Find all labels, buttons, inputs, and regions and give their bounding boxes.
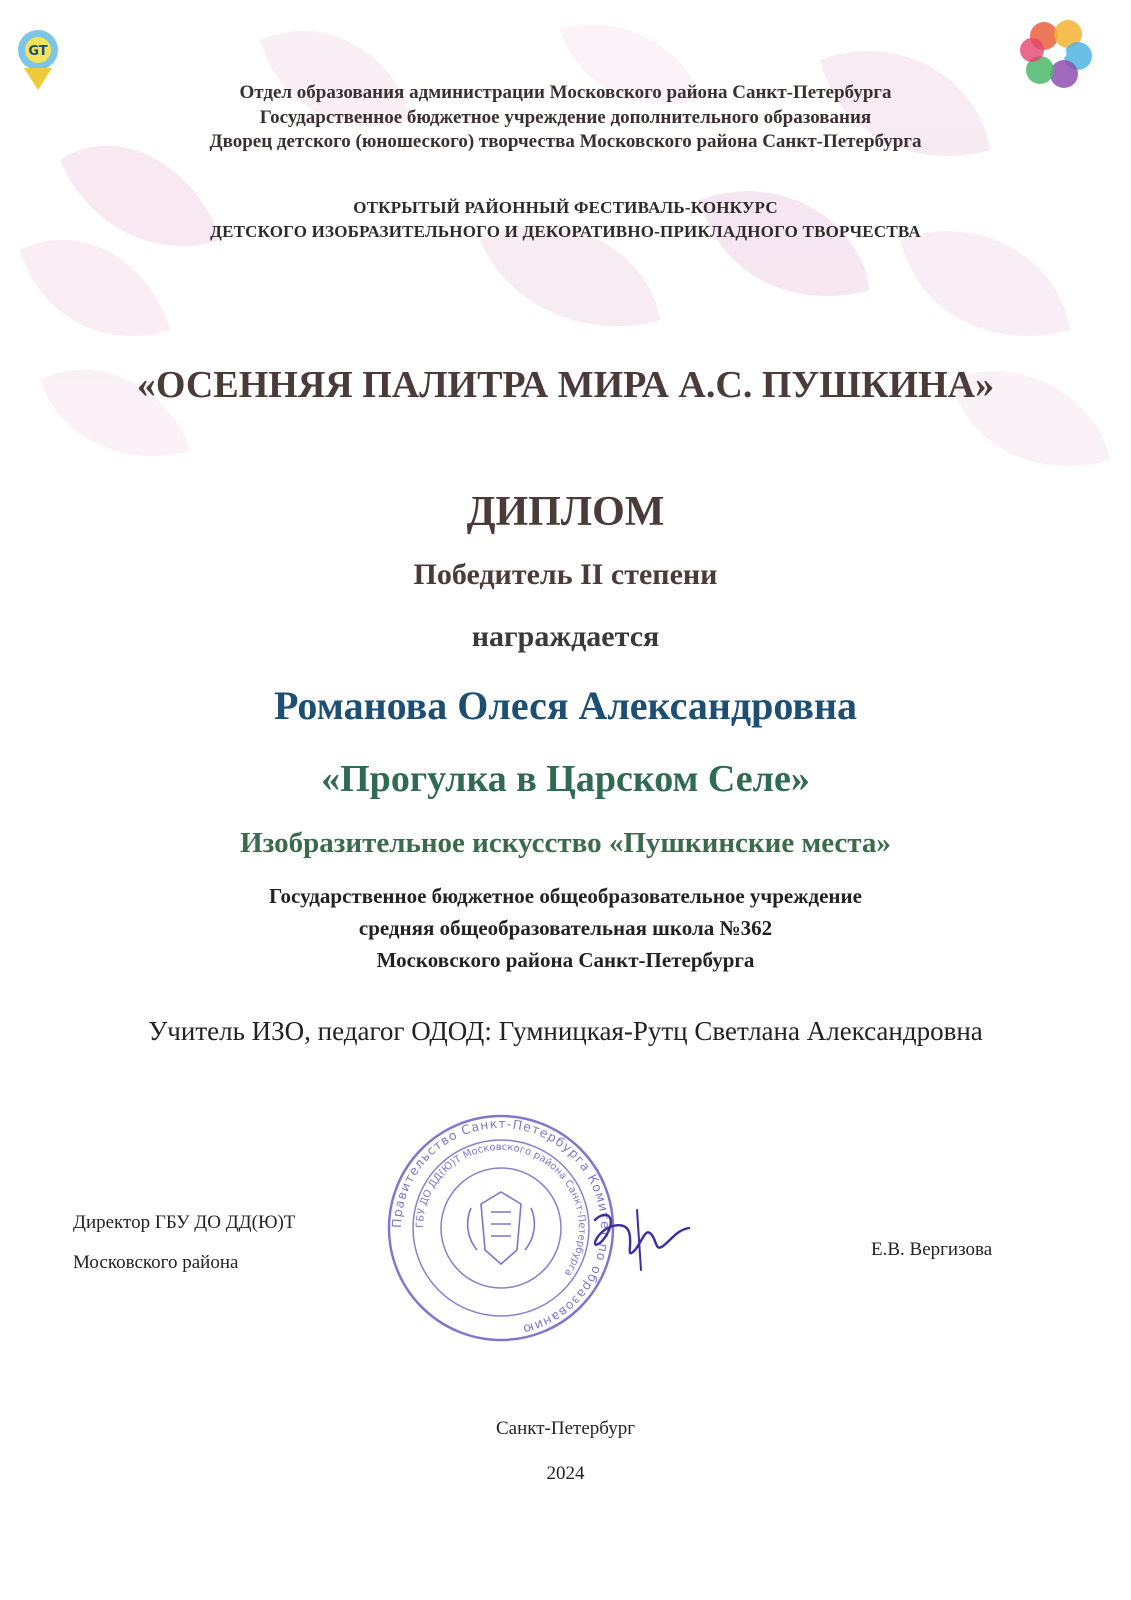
autumn-leaves-background [0, 0, 1131, 520]
degree-label: Победитель II степени [413, 558, 718, 591]
director-signature [585, 1190, 695, 1280]
category-label: Изобразительное искусство «Пушкинские места» [240, 827, 891, 859]
director-name: Е.В. Вергизова [871, 1239, 993, 1260]
anniversary-logo [1018, 14, 1096, 92]
org-line-1: Отдел образования администрации Московского района Санкт-Петербурга [239, 82, 892, 103]
artwork-title: «Прогулка в Царском Селе» [321, 758, 810, 800]
recipient-name: Романова Олеся Александровна [273, 683, 858, 728]
director-position-line-2: Московского района [73, 1252, 239, 1273]
diploma-title: ДИПЛОМ [466, 489, 665, 535]
contest-title: «ОСЕННЯЯ ПАЛИТРА МИРА А.С. ПУШКИНА» [136, 364, 995, 406]
school-line-1: Государственное бюджетное общеобразовательное учреждение [269, 884, 862, 908]
festival-line-2: ДЕТСКОГО ИЗОБРАЗИТЕЛЬНОГО И ДЕКОРАТИВНО-ПРИКЛАДНОГО ТВОРЧЕСТВА [210, 222, 921, 241]
awarded-label: награждается [471, 620, 660, 653]
svg-text:GT: GT [28, 44, 48, 59]
svg-text:Правительство Санкт-Петербурга: Правительство Санкт-Петербурга Комитет по образованию [388, 1115, 614, 1338]
year-label: 2024 [546, 1463, 585, 1484]
svg-text:ГБУ ДО ДД(Ю)Т Московского райо: ГБУ ДО ДД(Ю)Т Московского района Санкт-Петербурга [414, 1141, 588, 1279]
school-line-3: Московского района Санкт-Петербурга [376, 948, 755, 972]
school-line-2: средняя общеобразовательная школа №362 [358, 916, 773, 940]
svg-text:30: 30 [1048, 47, 1068, 62]
festival-line-1: ОТКРЫТЫЙ РАЙОННЫЙ ФЕСТИВАЛЬ-КОНКУРС [353, 198, 778, 217]
director-position-line-1: Директор ГБУ ДО ДД(Ю)Т [73, 1212, 296, 1233]
org-line-2: Государственное бюджетное учреждение дополнительного образования [259, 107, 872, 128]
org-line-3: Дворец детского (юношеского) творчества Московского района Санкт-Петербурга [209, 131, 922, 152]
teacher-line: Учитель ИЗО, педагог ОДОД: Гумницкая-Рутц Светлана Александровна [148, 1016, 983, 1046]
official-stamp [385, 1112, 617, 1344]
city-label: Санкт-Петербург [495, 1418, 635, 1439]
